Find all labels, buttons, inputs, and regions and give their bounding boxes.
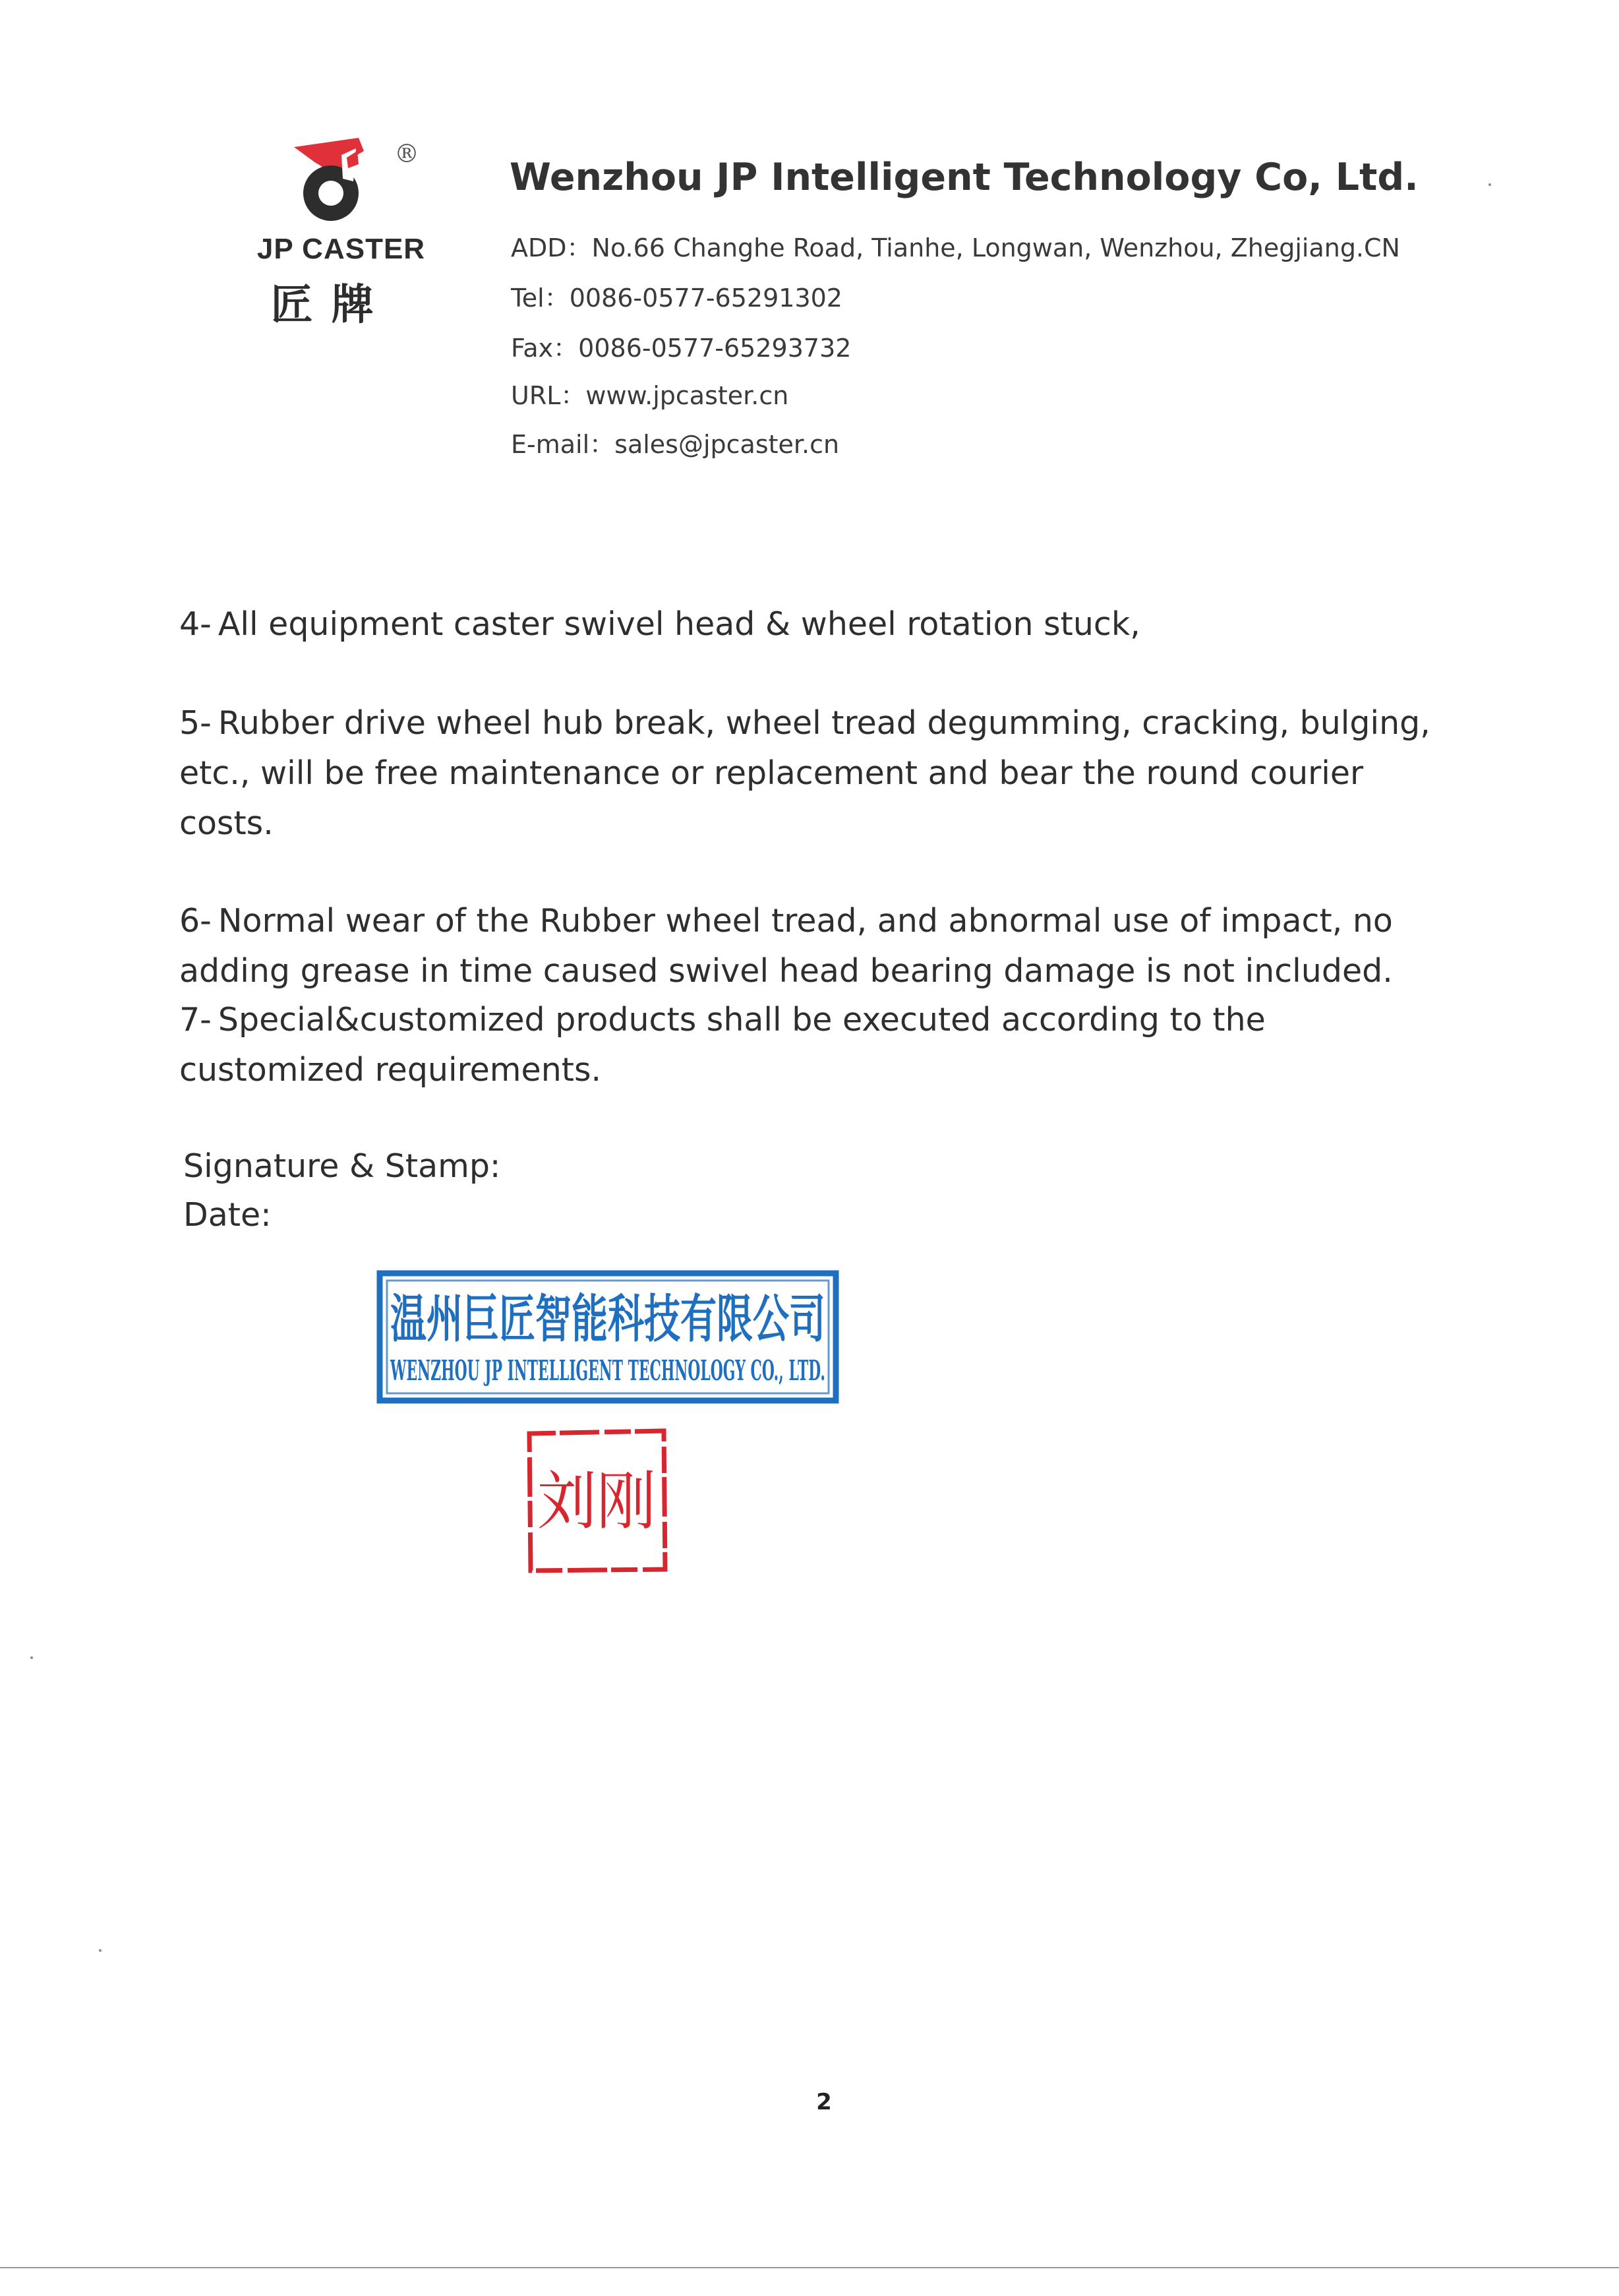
clause-number: 6-: [179, 902, 212, 940]
contact-label: ADD ：: [511, 233, 592, 262]
clause-number: 4-: [179, 605, 212, 643]
clause-number: 5-: [179, 704, 212, 742]
contact-label: E-mail ：: [511, 430, 614, 459]
clause-7: [179, 995, 1452, 1095]
clause-text: Normal wear of the Rubber wheel tread, and abnormal use of impact, no adding grease in time caused swivel head bearing damage is not included.: [179, 902, 1393, 990]
company-name: Wenzhou JP Intelligent Technology Co, Ltd.: [510, 156, 1419, 199]
date-label: Date:: [183, 1196, 272, 1234]
contact-value: 0086-0577-65293732: [578, 334, 852, 363]
clause-5: [179, 698, 1452, 849]
name-seal-stamp: [524, 1424, 669, 1576]
company-seal-stamp: [376, 1269, 840, 1405]
contact-fax: [511, 328, 851, 364]
scan-edge-line: [0, 2267, 1619, 2268]
logo-chinese-text: 匠牌: [270, 281, 392, 330]
clause-4: [179, 599, 1452, 650]
registered-mark: ®: [394, 139, 419, 168]
clause-text: Rubber drive wheel hub break, wheel tread degumming, cracking, bulging, etc., will be free maintenance or replacement and bear the round courier costs.: [179, 704, 1430, 842]
contact-email: [511, 424, 839, 460]
contact-label: Tel ：: [511, 284, 570, 313]
scan-speck: [99, 1949, 102, 1952]
contact-value: No.66 Changhe Road, Tianhe, Longwan, Wenzhou, Zhegjiang.CN: [591, 233, 1400, 262]
scan-speck: [1488, 183, 1491, 186]
contact-value: sales@jpcaster.cn: [614, 430, 840, 459]
logo-brand-text: JP CASTER: [256, 233, 426, 265]
page-number: 2: [816, 2089, 832, 2115]
contact-label: URL ：: [511, 381, 585, 410]
clause-text: Special&customized products shall be executed according to the customized requirements.: [179, 1001, 1266, 1089]
contact-label: Fax ：: [511, 334, 578, 363]
company-seal-english: WENZHOU JP INTELLIGENT TECHNOLOGY CO., LTD.: [390, 1354, 825, 1387]
clause-text: All equipment caster swivel head & wheel rotation stuck,: [218, 605, 1140, 643]
clause-6: [179, 896, 1452, 996]
caster-logo-icon: [290, 135, 376, 224]
contact-value: www.jpcaster.cn: [585, 381, 789, 410]
signature-label: Signature & Stamp:: [183, 1147, 501, 1185]
contact-url: [511, 375, 788, 411]
contact-value: 0086-0577-65291302: [569, 284, 842, 313]
contact-address: [511, 227, 1400, 264]
contact-tel: [511, 278, 842, 314]
name-seal-text: 刘刚: [537, 1465, 656, 1538]
clause-number: 7-: [179, 1001, 212, 1039]
company-seal-chinese: 温州巨匠智能科技有限公司: [390, 1290, 825, 1349]
scan-speck: [30, 1656, 33, 1659]
company-logo: [250, 135, 432, 333]
